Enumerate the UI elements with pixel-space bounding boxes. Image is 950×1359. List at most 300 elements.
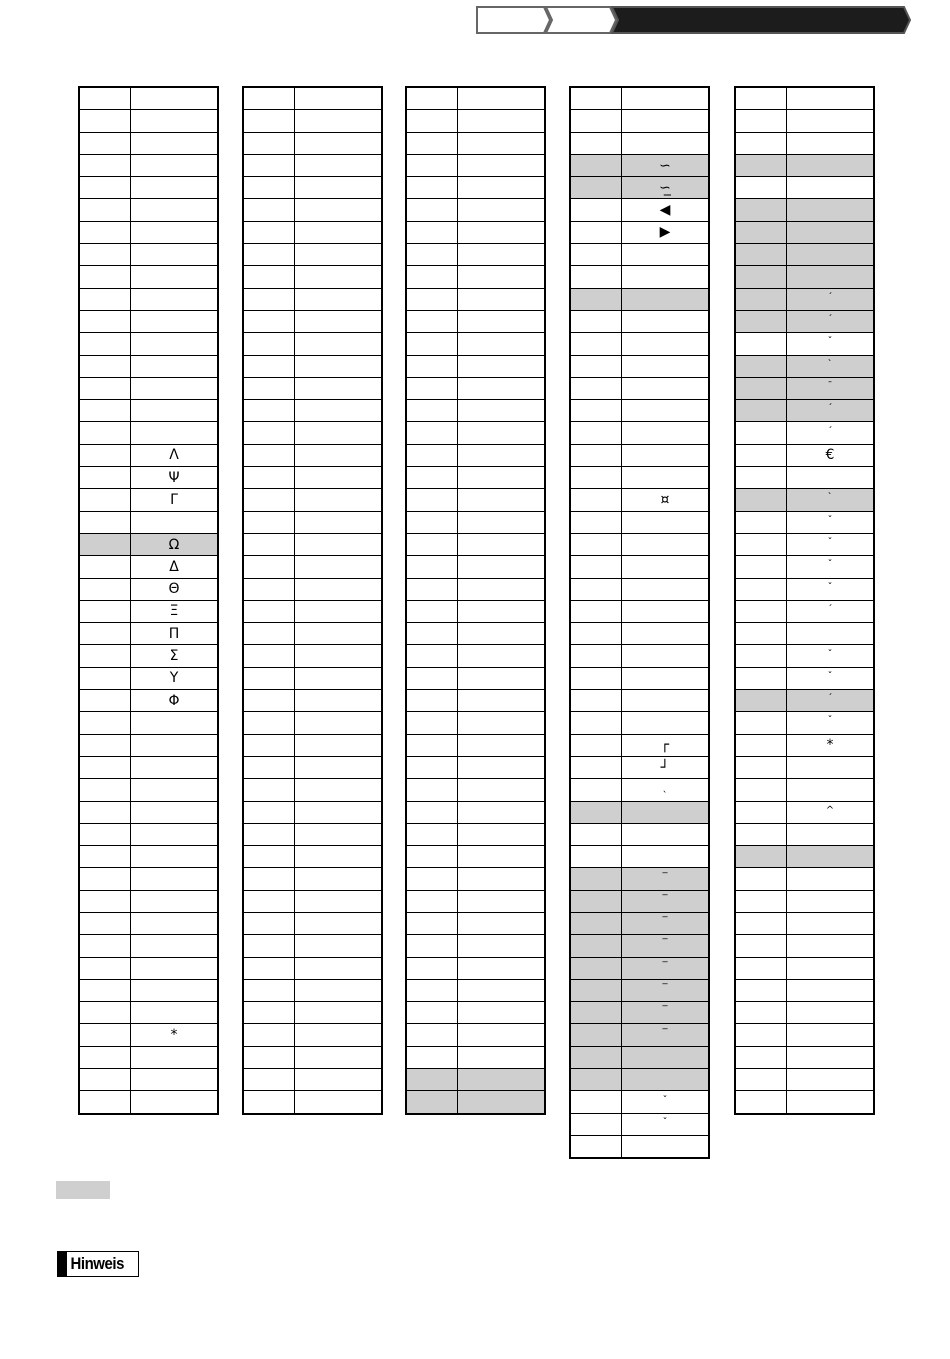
char-cell (131, 712, 219, 734)
char-cell (131, 489, 219, 511)
table-row (79, 110, 218, 132)
table-row (735, 444, 874, 466)
table-row (735, 177, 874, 199)
char-cell (787, 1046, 875, 1068)
table-row (735, 244, 874, 266)
char-cell (295, 912, 383, 934)
char-cell (622, 712, 710, 734)
char-cell (295, 422, 383, 444)
char-cell (295, 556, 383, 578)
char-cell (295, 400, 383, 422)
char-cell (295, 846, 383, 868)
char-cell (622, 779, 710, 801)
table-row (570, 467, 709, 489)
table-row (570, 623, 709, 645)
char-glyph: ┘ (660, 759, 670, 776)
char-cell (131, 221, 219, 243)
table-header-row (243, 87, 382, 110)
char-cell (787, 422, 875, 444)
code-cell (243, 288, 295, 310)
char-table-2 (242, 86, 383, 1115)
table-row (406, 199, 545, 221)
code-cell (570, 1069, 622, 1091)
char-glyph: ¯ (827, 381, 833, 392)
table-row (243, 221, 382, 243)
char-cell (458, 823, 546, 845)
char-cell (458, 444, 546, 466)
table-row (406, 756, 545, 778)
char-cell (622, 533, 710, 555)
char-cell (622, 288, 710, 310)
table-row (570, 177, 709, 199)
char-table-4 (569, 86, 710, 1159)
code-cell (570, 377, 622, 399)
table-row (735, 846, 874, 868)
table-row (406, 221, 545, 243)
code-cell (79, 912, 131, 934)
code-cell (735, 110, 787, 132)
char-cell (295, 600, 383, 622)
char-cell (458, 846, 546, 868)
char-cell (622, 511, 710, 533)
char-cell (787, 1024, 875, 1046)
code-cell (406, 690, 458, 712)
char-cell (131, 244, 219, 266)
code-cell (570, 979, 622, 1001)
char-cell (622, 645, 710, 667)
table-row (406, 734, 545, 756)
header-cell (570, 87, 622, 110)
code-cell (735, 444, 787, 466)
char-cell (295, 935, 383, 957)
table-row (406, 957, 545, 979)
char-cell (295, 444, 383, 466)
char-glyph: ˇ (827, 559, 833, 571)
char-cell (458, 912, 546, 934)
table-row (406, 868, 545, 890)
char-cell (787, 1069, 875, 1091)
table-row (79, 667, 218, 689)
table-row (735, 957, 874, 979)
char-glyph: Λ (169, 447, 179, 464)
table-row (79, 823, 218, 845)
char-cell (622, 801, 710, 823)
char-cell (295, 667, 383, 689)
char-cell (458, 868, 546, 890)
char-cell (458, 935, 546, 957)
char-cell (131, 779, 219, 801)
code-cell (79, 444, 131, 466)
code-cell (735, 132, 787, 154)
char-cell (622, 1113, 710, 1135)
table-row (735, 154, 874, 176)
char-cell (458, 400, 546, 422)
char-glyph: Υ (169, 670, 179, 687)
table-row (243, 801, 382, 823)
code-cell (570, 266, 622, 288)
char-cell (622, 756, 710, 778)
table-row (570, 266, 709, 288)
table-row (570, 489, 709, 511)
table-row (570, 823, 709, 845)
breadcrumb-step-3-active (612, 7, 910, 33)
code-cell (243, 1046, 295, 1068)
char-cell (295, 1046, 383, 1068)
note-box (57, 1251, 139, 1277)
char-cell (622, 489, 710, 511)
char-cell (458, 645, 546, 667)
code-cell (735, 244, 787, 266)
code-cell (79, 489, 131, 511)
char-cell (458, 489, 546, 511)
char-cell (458, 355, 546, 377)
char-cell (131, 645, 219, 667)
code-cell (79, 556, 131, 578)
table-row (735, 756, 874, 778)
char-glyph: ˇ (662, 1116, 668, 1128)
table-row (406, 600, 545, 622)
char-cell (787, 444, 875, 466)
code-cell (735, 310, 787, 332)
char-cell (131, 734, 219, 756)
char-cell (131, 1091, 219, 1114)
code-cell (243, 623, 295, 645)
table-row (406, 979, 545, 1001)
char-cell (131, 578, 219, 600)
char-cell (622, 578, 710, 600)
code-cell (570, 890, 622, 912)
code-cell (735, 288, 787, 310)
code-cell (406, 979, 458, 1001)
char-cell (622, 846, 710, 868)
char-cell (295, 823, 383, 845)
code-cell (735, 355, 787, 377)
table-row (735, 578, 874, 600)
table-row (570, 734, 709, 756)
char-glyph: ˇ (827, 648, 833, 660)
code-cell (406, 712, 458, 734)
code-cell (243, 400, 295, 422)
table-row (570, 1046, 709, 1068)
code-cell (243, 110, 295, 132)
table-row (570, 868, 709, 890)
table-row (570, 154, 709, 176)
char-cell (131, 177, 219, 199)
char-cell (131, 801, 219, 823)
char-cell (131, 288, 219, 310)
code-cell (735, 756, 787, 778)
char-cell (458, 1069, 546, 1091)
code-cell (406, 132, 458, 154)
table-row (570, 377, 709, 399)
table-row (79, 377, 218, 399)
char-cell (295, 489, 383, 511)
char-glyph: ˊ (827, 693, 833, 705)
char-cell (131, 444, 219, 466)
code-cell (406, 221, 458, 243)
code-cell (735, 177, 787, 199)
table-row (243, 1069, 382, 1091)
header-cell (406, 87, 458, 110)
table-row (79, 1046, 218, 1068)
char-cell (458, 734, 546, 756)
code-cell (735, 467, 787, 489)
code-cell (79, 221, 131, 243)
char-cell (622, 957, 710, 979)
code-cell (243, 690, 295, 712)
char-cell (295, 1069, 383, 1091)
table-row (570, 1091, 709, 1113)
table-row (735, 400, 874, 422)
table-row (406, 110, 545, 132)
table-row (406, 779, 545, 801)
table-row (735, 132, 874, 154)
header-cell (295, 87, 383, 110)
char-glyph: ‾ (662, 871, 668, 883)
char-cell (622, 110, 710, 132)
code-cell (570, 355, 622, 377)
code-cell (570, 489, 622, 511)
table-row (735, 533, 874, 555)
code-cell (406, 912, 458, 934)
code-cell (79, 645, 131, 667)
char-cell (787, 489, 875, 511)
code-cell (735, 712, 787, 734)
code-cell (243, 511, 295, 533)
code-cell (406, 801, 458, 823)
char-glyph: Θ (168, 581, 180, 598)
code-cell (243, 801, 295, 823)
code-cell (406, 422, 458, 444)
table-row (570, 756, 709, 778)
table-row (570, 400, 709, 422)
char-cell (622, 734, 710, 756)
char-cell (787, 400, 875, 422)
header-cell (735, 87, 787, 110)
code-cell (79, 310, 131, 332)
char-cell (131, 110, 219, 132)
char-cell (458, 154, 546, 176)
char-cell (622, 823, 710, 845)
table-row (570, 110, 709, 132)
code-cell (243, 1069, 295, 1091)
char-cell (622, 221, 710, 243)
code-cell (406, 935, 458, 957)
code-cell (79, 600, 131, 622)
char-table-5 (734, 86, 875, 1115)
char-glyph: ‾ (662, 1027, 668, 1039)
code-cell (570, 288, 622, 310)
char-cell (787, 288, 875, 310)
table-header-row (406, 87, 545, 110)
table-row (735, 288, 874, 310)
char-glyph: ˇ (827, 670, 833, 682)
char-glyph: ┌ (660, 737, 670, 754)
code-cell (243, 333, 295, 355)
code-cell (570, 957, 622, 979)
char-glyph: ◀ (659, 202, 671, 219)
table-row (243, 400, 382, 422)
code-cell (243, 199, 295, 221)
char-cell (622, 422, 710, 444)
table-row (570, 667, 709, 689)
char-cell (787, 690, 875, 712)
code-cell (570, 801, 622, 823)
char-cell (458, 1024, 546, 1046)
table-row (406, 132, 545, 154)
char-cell (295, 979, 383, 1001)
table-row (735, 734, 874, 756)
char-cell (787, 110, 875, 132)
table-row (243, 422, 382, 444)
char-glyph: Ξ (169, 603, 179, 620)
char-cell (622, 333, 710, 355)
char-cell (131, 1024, 219, 1046)
code-cell (570, 868, 622, 890)
table-row (406, 1069, 545, 1091)
char-cell (458, 690, 546, 712)
char-cell (622, 244, 710, 266)
char-cell (458, 199, 546, 221)
char-glyph: ^ (825, 804, 835, 816)
char-cell (295, 1024, 383, 1046)
code-cell (735, 623, 787, 645)
char-cell (131, 846, 219, 868)
code-cell (243, 912, 295, 934)
table-row (570, 690, 709, 712)
table-row (406, 667, 545, 689)
table-row (79, 489, 218, 511)
char-cell (787, 221, 875, 243)
table-row (406, 935, 545, 957)
char-glyph: ˇ (827, 581, 833, 593)
table-row (570, 1002, 709, 1024)
char-cell (787, 333, 875, 355)
char-cell (458, 533, 546, 555)
char-cell (458, 890, 546, 912)
char-glyph: ˇ (827, 715, 833, 727)
char-glyph: € (825, 447, 835, 464)
char-glyph: ▶ (659, 224, 671, 241)
char-cell (458, 1002, 546, 1024)
code-cell (735, 690, 787, 712)
table-header-row (735, 87, 874, 110)
code-cell (79, 1091, 131, 1114)
code-cell (406, 110, 458, 132)
code-cell (79, 779, 131, 801)
table-row (243, 912, 382, 934)
char-cell (131, 979, 219, 1001)
code-cell (79, 110, 131, 132)
table-row (406, 489, 545, 511)
char-cell (131, 623, 219, 645)
breadcrumb-arrows (476, 6, 912, 34)
char-cell (787, 467, 875, 489)
table-row (735, 823, 874, 845)
char-cell (458, 110, 546, 132)
code-cell (406, 266, 458, 288)
char-cell (458, 132, 546, 154)
table-row (406, 645, 545, 667)
char-cell (622, 912, 710, 934)
table-row (570, 288, 709, 310)
code-cell (735, 377, 787, 399)
table-row (406, 846, 545, 868)
code-cell (735, 823, 787, 845)
table-row (243, 890, 382, 912)
char-cell (622, 266, 710, 288)
char-cell (622, 1069, 710, 1091)
table-row (735, 199, 874, 221)
code-cell (570, 556, 622, 578)
code-cell (735, 1046, 787, 1068)
table-row (406, 288, 545, 310)
code-cell (406, 623, 458, 645)
table-row (735, 110, 874, 132)
code-cell (79, 801, 131, 823)
char-cell (131, 912, 219, 934)
code-cell (406, 823, 458, 845)
table-row (406, 578, 545, 600)
table-row (406, 377, 545, 399)
code-cell (735, 199, 787, 221)
char-glyph: ˊ (827, 291, 833, 303)
char-cell (787, 667, 875, 689)
note-label: Hinweis (70, 1254, 124, 1273)
code-cell (406, 868, 458, 890)
code-cell (570, 400, 622, 422)
char-cell (131, 935, 219, 957)
table-row (570, 355, 709, 377)
char-cell (622, 935, 710, 957)
table-row (406, 177, 545, 199)
code-cell (570, 511, 622, 533)
code-cell (79, 1024, 131, 1046)
char-cell (131, 957, 219, 979)
code-cell (243, 1024, 295, 1046)
table-row (79, 979, 218, 1001)
table-row (570, 801, 709, 823)
table-row (735, 890, 874, 912)
char-cell (622, 1002, 710, 1024)
table-row (79, 400, 218, 422)
char-cell (787, 756, 875, 778)
table-row (243, 199, 382, 221)
code-cell (570, 1024, 622, 1046)
header-cell (243, 87, 295, 110)
code-cell (406, 1091, 458, 1114)
table-row (243, 868, 382, 890)
code-cell (243, 712, 295, 734)
code-cell (735, 979, 787, 1001)
char-cell (787, 779, 875, 801)
char-cell (131, 556, 219, 578)
char-cell (131, 1046, 219, 1068)
char-cell (787, 890, 875, 912)
code-cell (243, 221, 295, 243)
char-cell (295, 467, 383, 489)
char-cell (131, 355, 219, 377)
code-cell (406, 310, 458, 332)
table-row (243, 355, 382, 377)
char-cell (295, 333, 383, 355)
table-row (735, 467, 874, 489)
char-glyph: ˋ (827, 492, 833, 504)
char-glyph: ˊ (827, 603, 833, 615)
code-cell (570, 333, 622, 355)
code-cell (406, 1002, 458, 1024)
code-cell (570, 712, 622, 734)
